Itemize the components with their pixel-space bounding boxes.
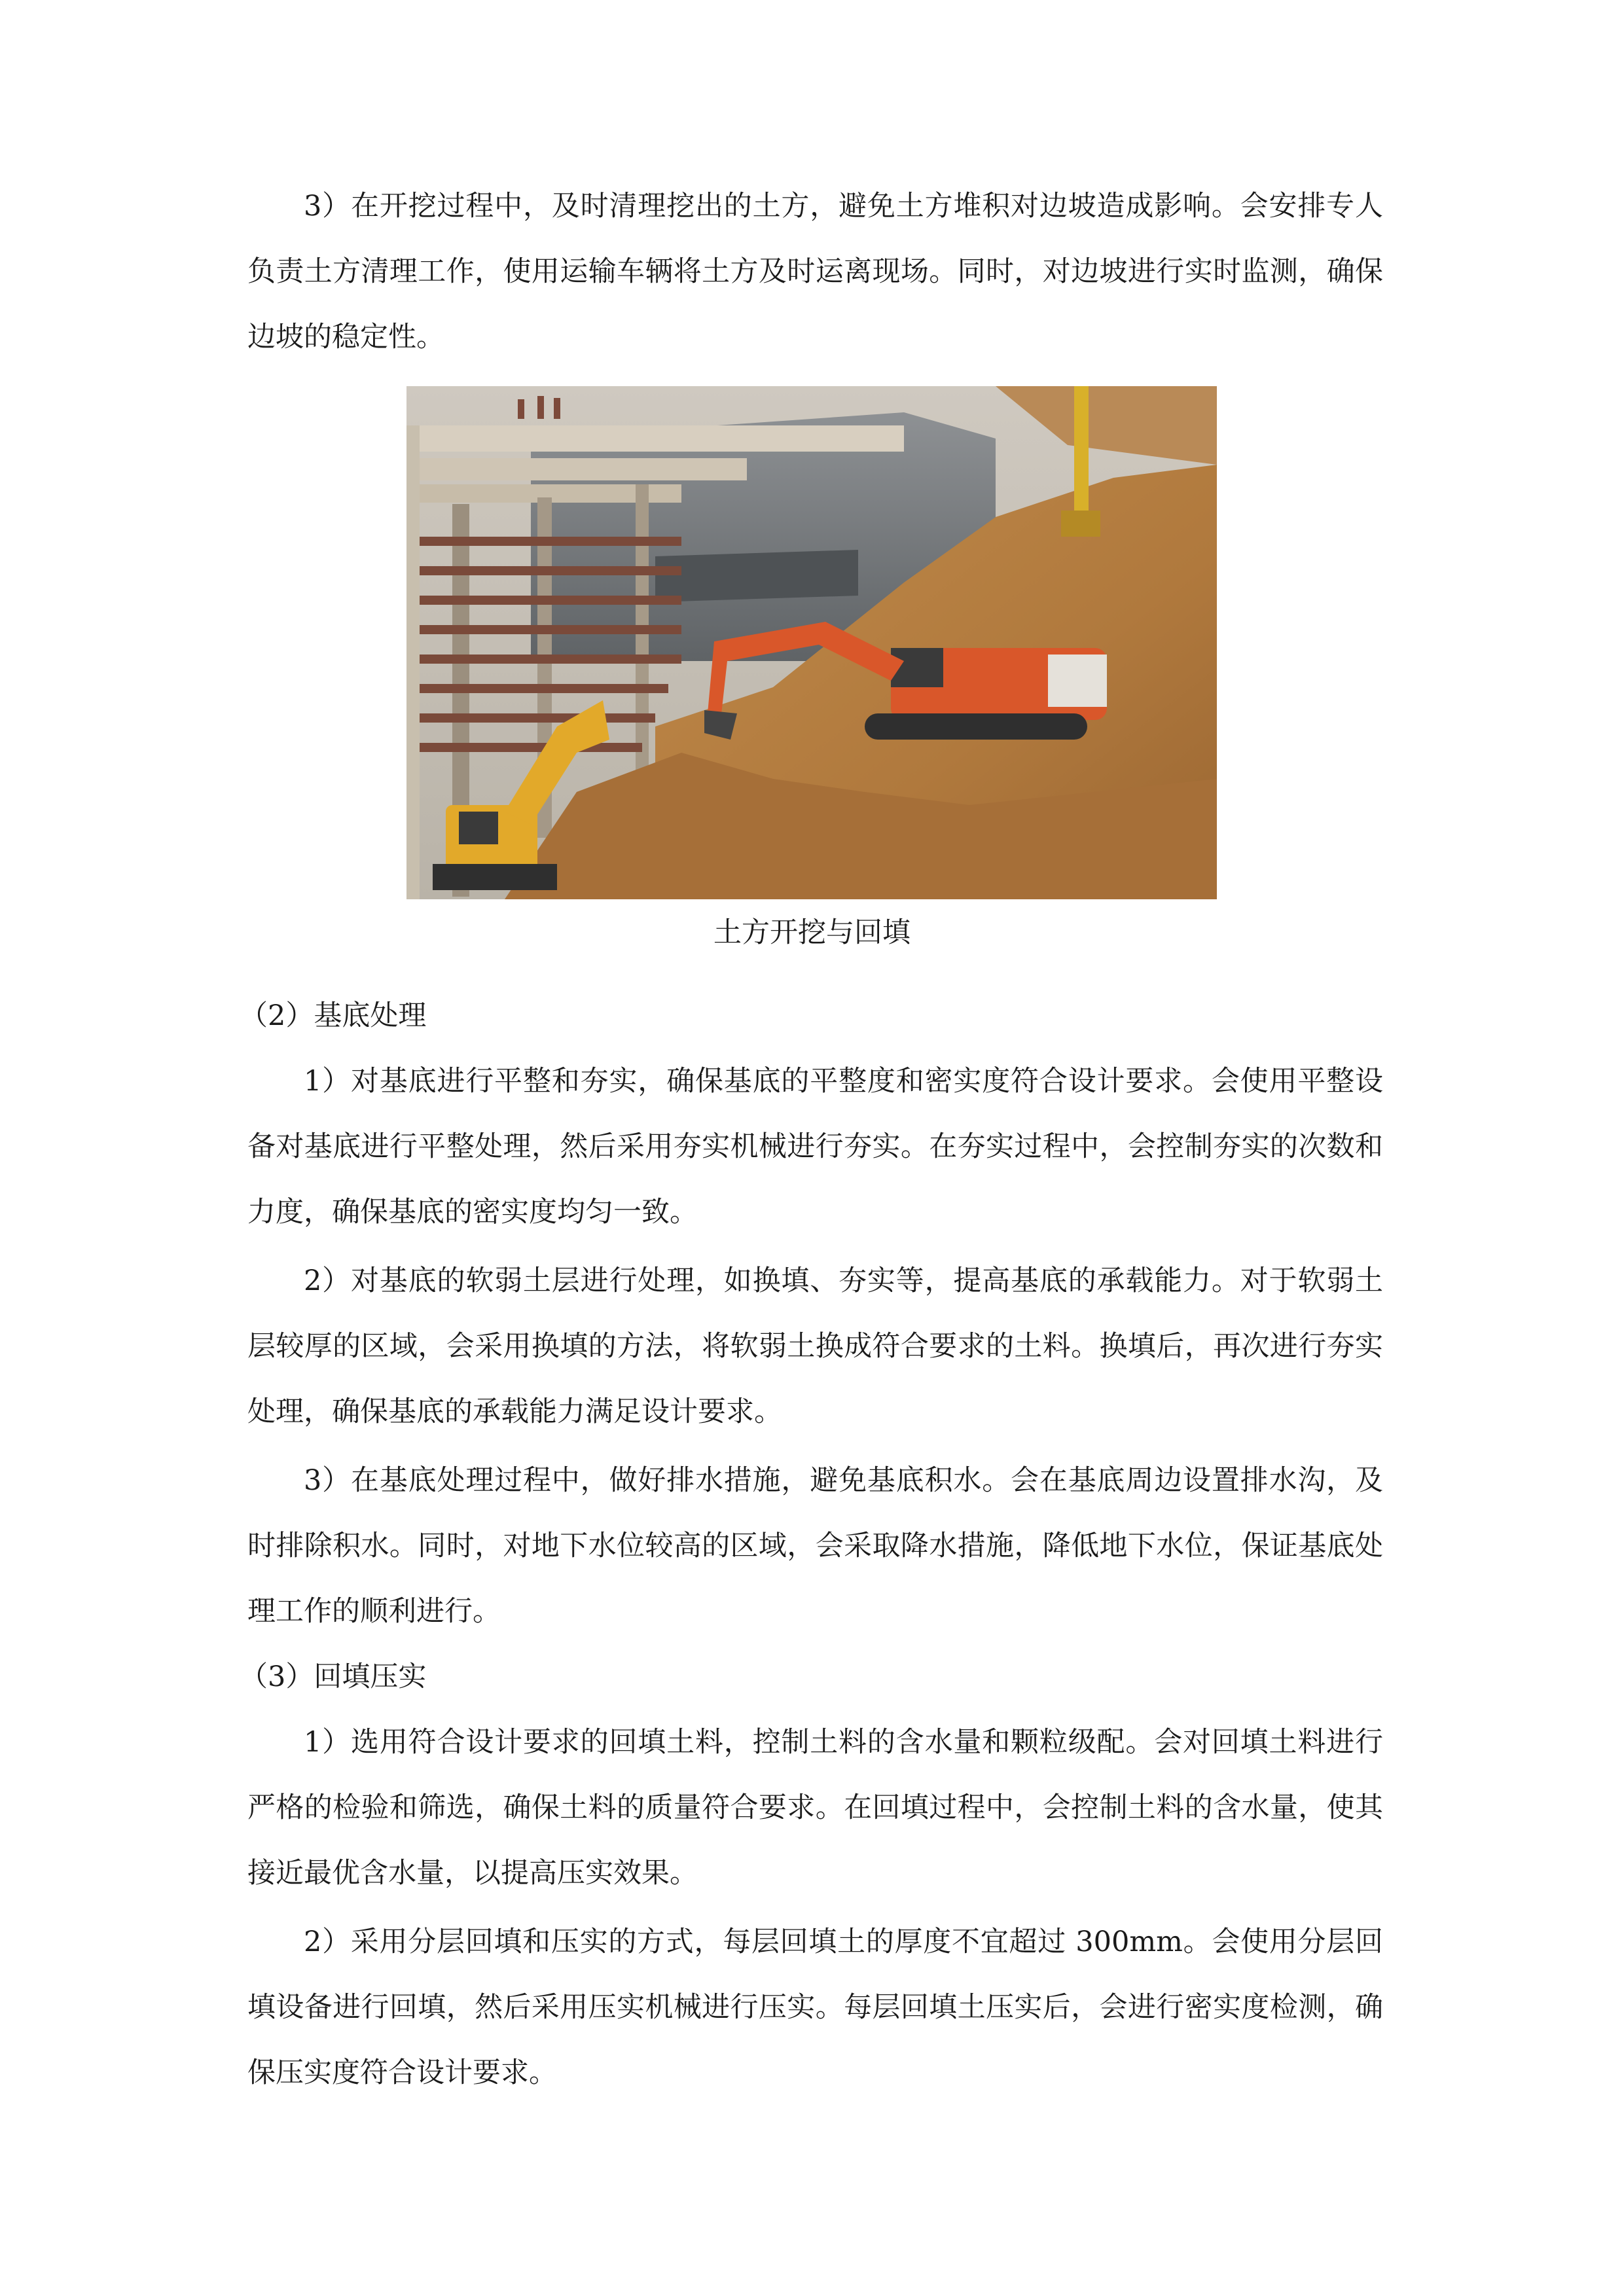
figure-caption: 土方开挖与回填 bbox=[713, 916, 911, 949]
backfill-paragraph-1: 1）选用符合设计要求的回填土料，控制土料的含水量和颗粒级配。会对回填土料进行严格的检验和筛选，确保土料的质量符合要求。在回填过程中，会控制土料的含水量，使其接近最优含水量，以提高压实效果。 bbox=[247, 1726, 1383, 1890]
excavation-photo bbox=[406, 386, 1217, 899]
foundation-paragraph-1: 1）对基底进行平整和夯实，确保基底的平整度和密实度符合设计要求。会使用平整设备对基底进行平整处理，然后采用夯实机械进行夯实。在夯实过程中，会控制夯实的次数和力度，确保基底的密实度均匀一致。 bbox=[247, 1065, 1383, 1229]
foundation-paragraph-2: 2）对基底的软弱土层进行处理，如换填、夯实等，提高基底的承载能力。对于软弱土层较厚的区域，会采用换填的方法，将软弱土换成符合要求的土料。换填后，再次进行夯实处理，确保基底的承载能力满足设计要求。 bbox=[247, 1265, 1383, 1428]
section-heading-backfill-compaction: （3）回填压实 bbox=[240, 1660, 427, 1693]
foundation-paragraph-3: 3）在基底处理过程中，做好排水措施，避免基底积水。会在基底周边设置排水沟，及时排除积水。同时，对地下水位较高的区域，会采取降水措施，降低地下水位，保证基底处理工作的顺利进行。 bbox=[247, 1464, 1383, 1628]
intro-paragraph: 3）在开挖过程中，及时清理挖出的土方，避免土方堆积对边坡造成影响。会安排专人负责土方清理工作，使用运输车辆将土方及时运离现场。同时，对边坡进行实时监测，确保边坡的稳定性。 bbox=[247, 190, 1383, 353]
backfill-paragraph-2: 2）采用分层回填和压实的方式，每层回填土的厚度不宜超过 300mm。会使用分层回填设备进行回填，然后采用压实机械进行压实。每层回填土压实后，会进行密实度检测，确保压实度符合设计要求。 bbox=[247, 1926, 1383, 2089]
section-heading-foundation-treatment: （2）基底处理 bbox=[240, 999, 427, 1032]
